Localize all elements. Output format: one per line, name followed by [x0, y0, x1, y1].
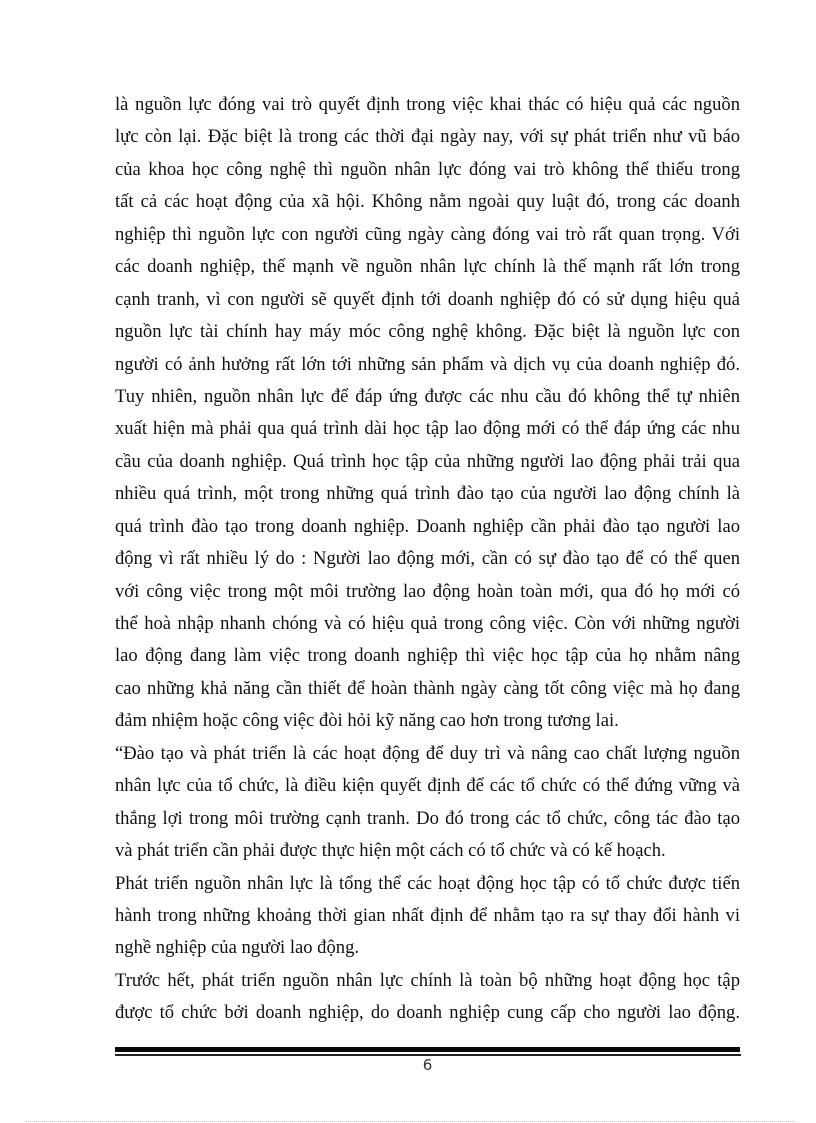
text-line: nghiệp thì nguồn lực con người cũng ngày càng đóng vai trò rất quan trọng. Với: [115, 223, 740, 245]
text-line: các doanh nghiệp, thế mạnh về nguồn nhân lực chính là thế mạnh rất lớn trong: [115, 256, 740, 278]
page-number: 6: [422, 1056, 433, 1074]
text-line: là nguồn lực đóng vai trò quyết định trong việc khai thác có hiệu quả các nguồn: [115, 94, 740, 115]
text-line: xuất hiện mà phải qua quá trình dài học tập lao động mới có thể đáp ứng các nhu: [115, 418, 740, 440]
text-line: cạnh tranh, vì con người sẽ quyết định tới doanh nghiệp đó có sử dụng hiệu quả: [115, 288, 740, 310]
text-line: của khoa học công nghệ thì nguồn nhân lực đóng vai trò không thể thiếu trong: [115, 158, 740, 180]
text-line: Phát triển nguồn nhân lực là tổng thể các hoạt động học tập có tổ chức được tiến: [115, 872, 740, 894]
text-line: Tuy nhiên, nguồn nhân lực để đáp ứng được các nhu cầu đó không thể tự nhiên: [115, 385, 740, 407]
text-line: thắng lợi trong môi trường cạnh tranh. Do đó trong các tổ chức, công tác đào tạo: [115, 807, 740, 829]
text-line: nhiều quá trình, một trong những quá trình đào tạo của người lao động chính là: [115, 483, 740, 505]
text-line: và phát triển cần phải được thực hiện một cách có tổ chức và có kế hoạch.: [115, 840, 666, 862]
text-line: hành trong những khoảng thời gian nhất định để nhằm tạo ra sự thay đổi hành vi: [115, 904, 740, 926]
text-line: quá trình đào tạo trong doanh nghiệp. Doanh nghiệp cần phải đào tạo người lao: [115, 515, 740, 537]
page-edge-divider: [25, 1121, 795, 1122]
body-text: [115, 89, 740, 1030]
text-line: đảm nhiệm hoặc công việc đòi hỏi kỹ năng cao hơn trong tương lai.: [115, 710, 619, 732]
text-line: lao động đang làm việc trong doanh nghiệp thì việc học tập của họ nhằm nâng: [115, 645, 740, 667]
text-line: “Đào tạo và phát triển là các hoạt động để duy trì và nâng cao chất lượng nguồn: [115, 742, 740, 764]
text-line: động vì rất nhiều lý do : Người lao động mới, cần có sự đào tạo để có thể quen: [115, 548, 740, 570]
text-line: cao những khả năng cần thiết để hoàn thành ngày càng tốt công việc mà họ đang: [115, 677, 740, 699]
text-line: Trước hết, phát triển nguồn nhân lực chính là toàn bộ những hoạt động học tập: [115, 969, 740, 991]
text-line: nguồn lực tài chính hay máy móc công nghệ không. Đặc biệt là nguồn lực con: [115, 321, 740, 343]
footer-rule-thick: [115, 1047, 740, 1052]
text-line: nghề nghiệp của người lao động.: [115, 937, 360, 959]
text-line: được tổ chức bởi doanh nghiệp, do doanh nghiệp cung cấp cho người lao động.: [115, 1002, 740, 1024]
text-line: với công việc trong một môi trường lao động hoàn toàn mới, qua đó họ mới có: [115, 580, 740, 602]
text-line: thể hoà nhập nhanh chóng và có hiệu quả trong công việc. Còn với những người: [115, 613, 740, 634]
text-line: cầu của doanh nghiệp. Quá trình học tập của những người lao động phải trải qua: [115, 450, 740, 472]
text-line: người có ảnh hưởng rất lớn tới những sản phẩm và dịch vụ của doanh nghiệp đó.: [115, 353, 740, 375]
text-line: lực còn lại. Đặc biệt là trong các thời đại ngày nay, với sự phát triển như vũ báo: [115, 126, 740, 148]
text-line: nhân lực của tổ chức, là điều kiện quyết định để các tổ chức có thể đứng vững và: [115, 775, 740, 797]
text-line: tất cả các hoạt động của xã hội. Không nằm ngoài quy luật đó, trong các doanh: [115, 191, 740, 213]
